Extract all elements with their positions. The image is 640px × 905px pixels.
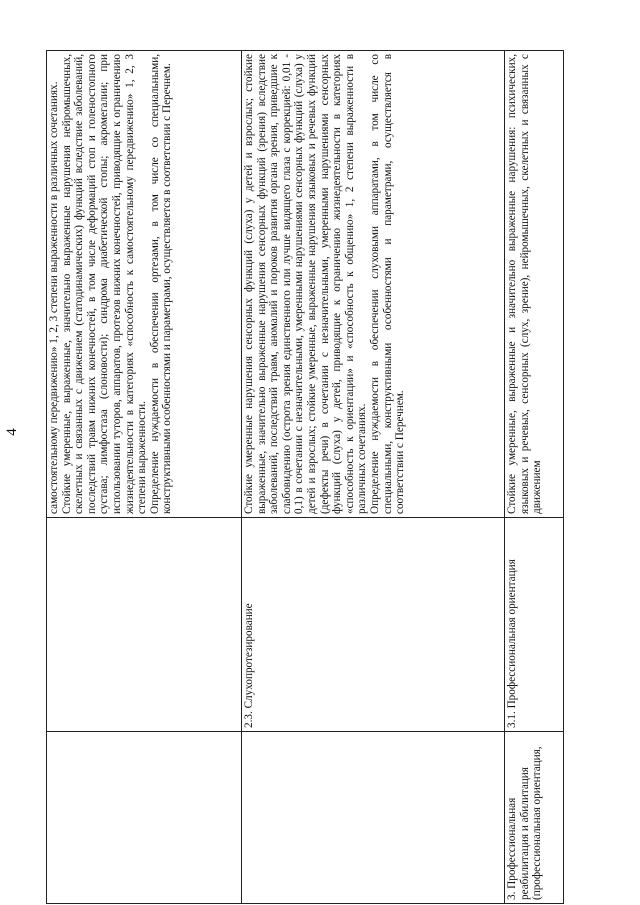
- rehabilitation-table: [46, 50, 564, 904]
- table-cell-indications: [242, 51, 505, 518]
- indications-paragraph: Определение нуждаемости в обеспечении ортезами, в том числе со специальными, конструктивными особенностями и параметрами, осуществляется в соответствии с Перечнем.: [148, 54, 174, 514]
- page-number: 4: [4, 428, 20, 436]
- table-cell-measure: 2.3. Слухопротезирование: [242, 518, 505, 732]
- indications-paragraph: Стойкие умеренные нарушения сенсорных функций (слуха) у детей и взрослых; стойкие выраженные, значительно выраженные нарушения сенсорных функций (зрения) вследствие заболеваний, последствий травм, аномалий и пороков развития органа зрения, приведшие к слабовидению (острота зрения единственного или лучше видящего глаза с коррекцией: 0,01 - 0,1) в сочетании с незначительными, умеренными нарушениями сенсорных функций (слуха) у детей и взрослых; стойкие умеренные, выраженные нарушения языковых и речевых функций (дефекты речи) в сочетании с незначительными, умеренными нарушениями сенсорных функций (слуха) у детей, приводящие к ограничению жизнедеятельности в категориях «способность к ориентации» и «способность к общению» 1, 2 степени выраженности в различных сочетаниях.: [243, 54, 369, 514]
- table-cell-category: 3. Профессиональная реабилитация и абилитация (профессиональная ориентация,: [505, 732, 564, 904]
- table-cell-indications: [505, 51, 564, 518]
- table-row: [505, 51, 564, 904]
- table-cell-indications: [47, 51, 242, 518]
- indications-paragraph: Определение нуждаемости в обеспечении слуховыми аппаратами, в том числе со специальными, конструктивными особенностями и параметрами, осуществляется в соответствии с Перечнем.: [368, 54, 407, 514]
- table-row: [242, 51, 505, 904]
- rotated-table-block: [46, 51, 566, 904]
- indications-paragraph: Стойкие умеренные, выраженные и значительно выраженные нарушения: психических, языковых и речевых, сенсорных (слух, зрение), нейромышечных, скелетных и связанных с движением: [506, 54, 544, 514]
- indications-paragraph: Стойкие умеренные, выраженные, значительно выраженные нарушения нейромышечных, скелетных и связанных с движением (статодинамических) функций вследствие заболеваний, последствий травм нижних конечностей, в том числе деформаций стоп и голеностопного сустава; лимфостаза (слоновости); синдрома диабетической стопы; акромегалии; при использовании туторов, аппаратов, протезов нижних конечностей, приводящие к ограничению жизнедеятельности в категориях «способность к самостоятельному передвижению» 1, 2, 3 степени выраженности.: [60, 54, 149, 514]
- table-cell-category: [47, 732, 242, 904]
- table-cell-measure: [47, 518, 242, 732]
- table-cell-measure: 3.1. Профессиональная ориентация: [505, 518, 564, 732]
- indications-paragraph: самостоятельному передвижению» 1, 2, 3 степени выраженности в различных сочетаниях.: [48, 81, 60, 514]
- table-cell-category: [242, 732, 505, 904]
- table-row: [47, 51, 242, 904]
